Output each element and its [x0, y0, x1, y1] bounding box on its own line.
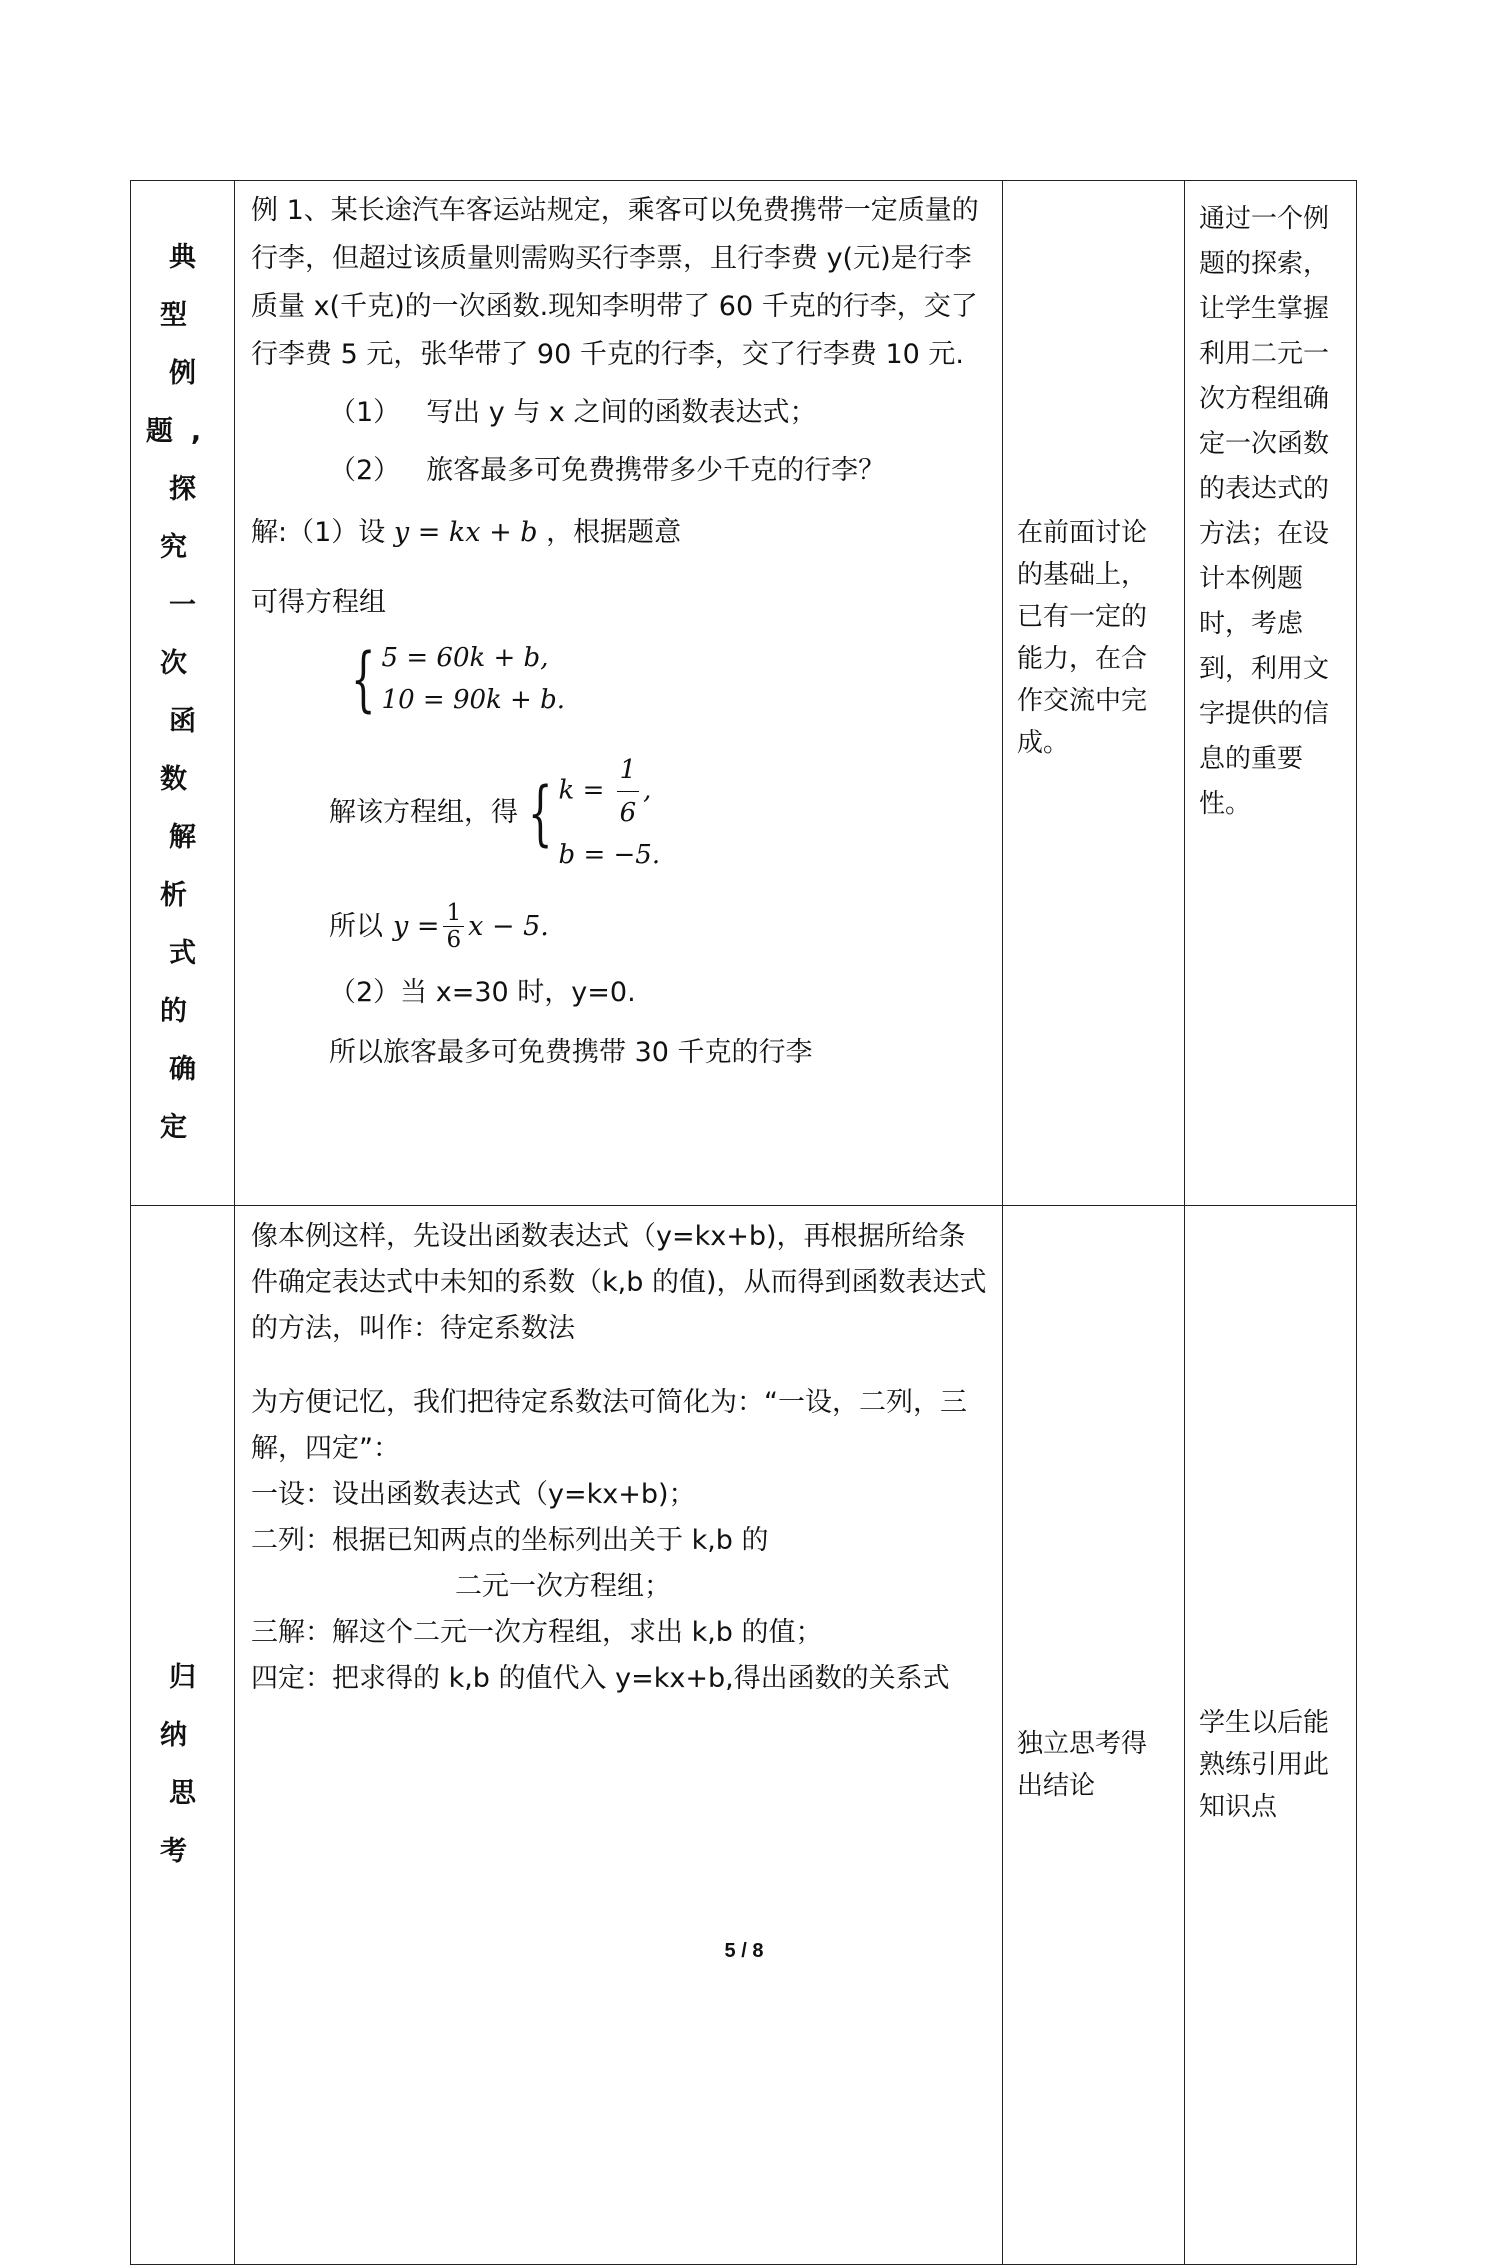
solution-line-2: 可得方程组 [251, 587, 386, 618]
function-result: 所以 y = $\frac{1}{6}$ x − 5. [329, 900, 549, 953]
system-solution: 解该方程组，得 { k = $\frac{1}{6}$ , b = −5. [251, 749, 988, 876]
step-4: 四定：把求得的 k,b 的值代入 y=kx+b,得出函数的关系式 [251, 1663, 950, 1694]
activity-cell [1003, 181, 1185, 1206]
fraction: $\frac{1}{6}$ [443, 900, 464, 953]
problem-statement: 例 1、某长途汽车客运站规定，乘客可以免费携带一定质量的行李，但超过该质量则需购买行李票，且行李费 y(元)是行李质量 x(千克)的一次函数.现知李明带了 60 千克的行李，交了行李费 5 元，张华带了 90 千克的行李，交了行李费 10 元. [251, 195, 979, 370]
question-1: （1） 写出 y 与 x 之间的函数表达式； [329, 397, 817, 428]
question-2: （2） 旅客最多可免费携带多少千克的行李？ [329, 455, 886, 486]
step-2: 二列：根据已知两点的坐标列出关于 k,b 的 [251, 1525, 769, 1556]
equation-system: { 5 = 60k + b, 10 = 90k + b. [351, 638, 566, 720]
brace-glyph: { [528, 771, 553, 854]
section-label: 归 纳 思考 [160, 1662, 214, 1867]
section-label-cell [131, 1206, 235, 2265]
design-purpose: 通过一个例题的探索，让学生掌握利用二元一次方程组确定一次函数的表达式的方法；在设计本例题时，考虑到，利用文字提供的信息的重要性。 [1199, 204, 1330, 819]
summary-content-cell [235, 1206, 1003, 2265]
fraction: $\frac{1}{6}$ [617, 749, 640, 834]
purpose-cell [1185, 181, 1357, 1206]
solution-intro: 解:（1）设 y = kx + b ，根据题意 [251, 517, 682, 548]
example-content-cell [235, 181, 1003, 1206]
mnemonic-intro: 为方便记忆，我们把待定系数法可简化为：“一设，二列，三解，四定”： [251, 1387, 967, 1464]
design-purpose: 学生以后能熟练引用此知识点 [1199, 1708, 1330, 1822]
part-2-answer: （2）当 x=30 时，y=0. [329, 977, 636, 1008]
activity-cell [1003, 1206, 1185, 2265]
table-row [131, 181, 1357, 1206]
step-3: 三解：解这个二元一次方程组，求出 k,b 的值； [251, 1617, 823, 1648]
step-1: 一设：设出函数表达式（y=kx+b)； [251, 1479, 696, 1510]
section-label-cell [131, 181, 235, 1206]
method-description: 像本例这样，先设出函数表达式（y=kx+b)，再根据所给条件确定表达式中未知的系数（k,b 的值)，从而得到函数表达式的方法，叫作：待定系数法 [251, 1221, 987, 1344]
table-row [131, 1206, 1357, 2265]
section-label: 典 型 例题, 探 究 一 次 函 数 解 析 式 的 确定 [145, 242, 220, 1143]
page-number: 5 / 8 [724, 1940, 764, 1962]
conclusion: 所以旅客最多可免费携带 30 千克的行李 [329, 1037, 813, 1068]
student-activity: 独立思考得出结论 [1017, 1729, 1148, 1801]
student-activity: 在前面讨论的基础上，已有一定的能力，在合作交流中完成。 [1017, 518, 1148, 758]
brace-glyph: { [351, 638, 376, 720]
purpose-cell [1185, 1206, 1357, 2265]
step-2-continued: 二元一次方程组； [455, 1571, 671, 1602]
